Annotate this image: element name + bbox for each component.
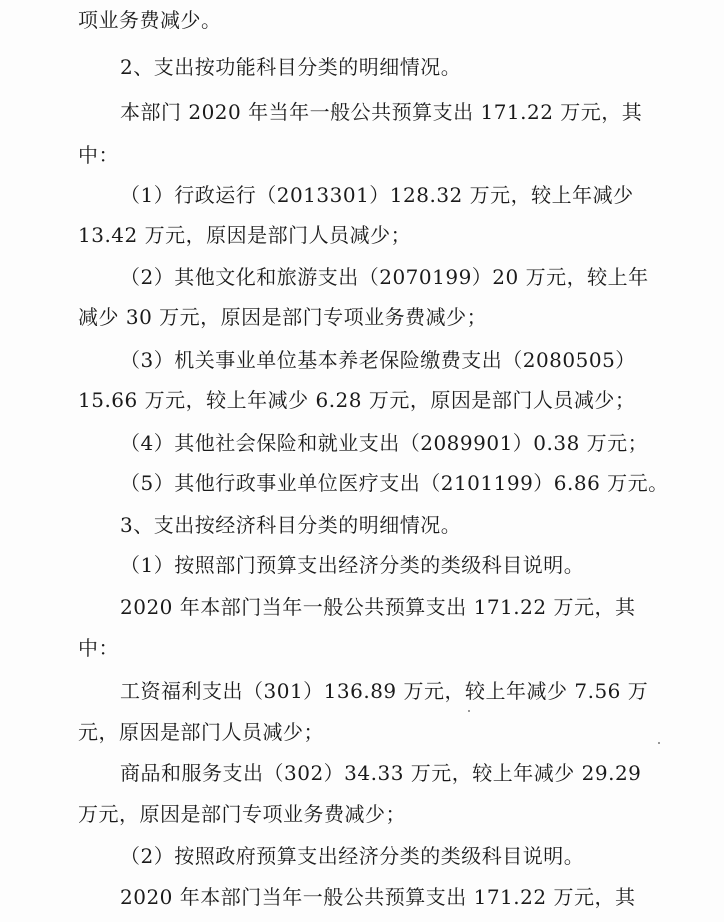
text-line-8: 减少 30 万元，原因是部门专项业务费减少；: [78, 305, 488, 329]
scan-speck: [468, 710, 470, 712]
text-line-21: （2）按照政府预算支出经济分类的类级科目说明。: [120, 844, 585, 868]
text-line-2: 2、支出按功能科目分类的明细情况。: [120, 55, 462, 79]
text-line-11: （4）其他社会保险和就业支出（2089901）0.38 万元；: [120, 431, 649, 455]
text-line-1: 项业务费减少。: [78, 8, 222, 32]
text-line-9: （3）机关事业单位基本养老保险缴费支出（2080505）: [120, 348, 636, 372]
text-line-7: （2）其他文化和旅游支出（2070199）20 万元，较上年: [120, 265, 649, 289]
text-line-19: 商品和服务支出（302）34.33 万元，较上年减少 29.29: [120, 761, 642, 785]
text-line-13: 3、支出按经济科目分类的明细情况。: [120, 513, 462, 537]
text-line-17: 工资福利支出（301）136.89 万元，较上年减少 7.56 万: [120, 679, 649, 703]
text-line-20: 万元，原因是部门专项业务费减少；: [78, 802, 406, 826]
text-line-14: （1）按照部门预算支出经济分类的类级科目说明。: [120, 553, 585, 577]
text-line-18: 元，原因是部门人员减少；: [78, 720, 324, 744]
text-line-3: 本部门 2020 年当年一般公共预算支出 171.22 万元，其: [120, 100, 643, 124]
text-line-4: 中：: [78, 143, 119, 167]
text-line-12: （5）其他行政事业单位医疗支出（2101199）6.86 万元。: [120, 471, 669, 495]
text-line-15: 2020 年本部门当年一般公共预算支出 171.22 万元，其: [120, 595, 636, 619]
text-line-22: 2020 年本部门当年一般公共预算支出 171.22 万元，其: [120, 885, 636, 909]
text-line-10: 15.66 万元，较上年减少 6.28 万元，原因是部门人员减少；: [78, 388, 636, 412]
text-line-5: （1）行政运行（2013301）128.32 万元，较上年减少: [120, 183, 634, 207]
text-line-6: 13.42 万元，原因是部门人员减少；: [78, 223, 412, 247]
scan-speck: [658, 742, 660, 744]
text-line-16: 中：: [78, 636, 119, 660]
